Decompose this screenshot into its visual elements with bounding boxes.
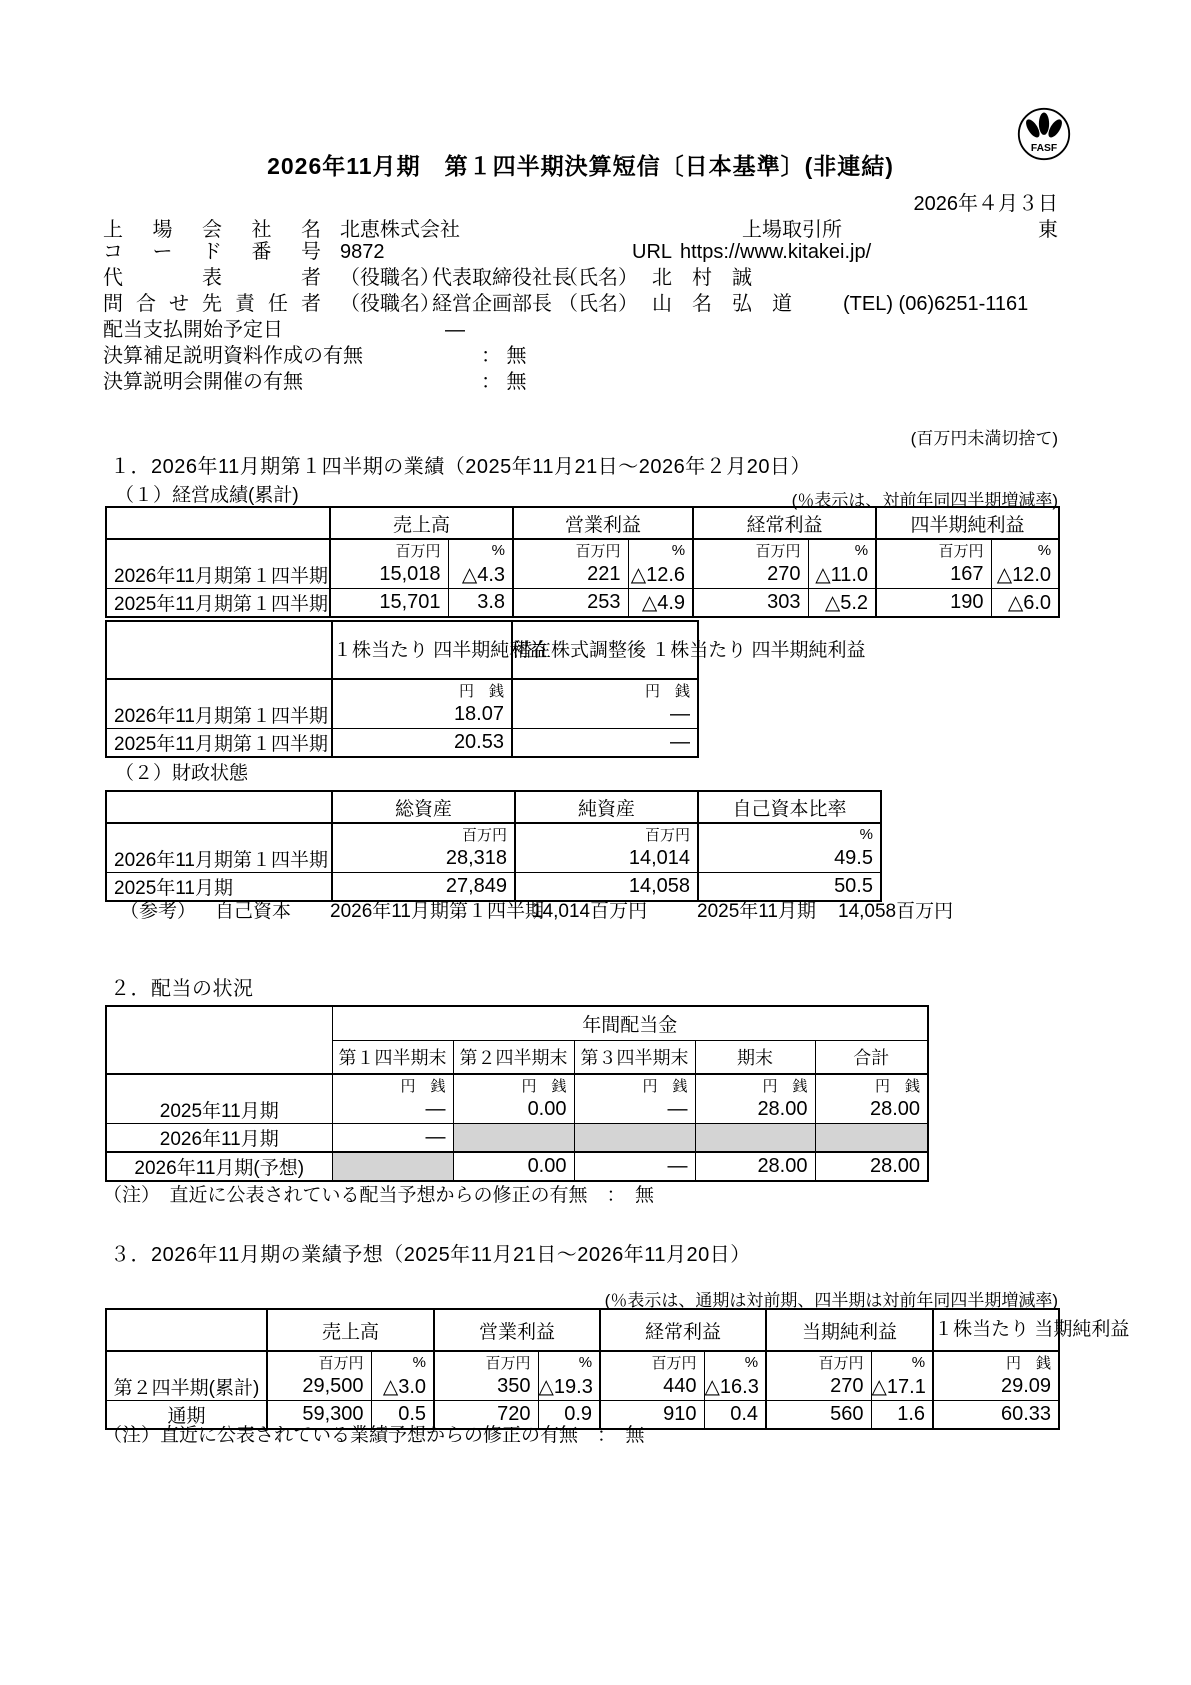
unit-label: % xyxy=(991,539,1059,561)
forecast-table xyxy=(105,1308,1130,1430)
dividend-date-label: 配当支払開始予定日 xyxy=(103,319,283,341)
table-row: 2026年11月期第１四半期 28,318 14,014 49.5 xyxy=(106,845,881,873)
company-name-row xyxy=(103,218,321,242)
rep-name: 北 村 誠 xyxy=(652,267,752,289)
unit-label: 円 銭 xyxy=(574,1074,695,1096)
section1-sub1: （１）経営成績(累計) xyxy=(115,485,299,506)
unit-label: 百万円 xyxy=(330,539,448,561)
unit-label: 百万円 xyxy=(515,823,698,845)
exchange-label: 上場取引所 xyxy=(742,219,842,241)
span-header: 年間配当金 xyxy=(332,1006,928,1040)
code-value: 9872 xyxy=(340,241,385,263)
supplement-value: ： 無 xyxy=(481,345,527,367)
contact-label: 問合せ先責任者 xyxy=(103,293,321,315)
rep-title: 代表取締役社長 xyxy=(432,267,572,289)
fasf-logo-text: FASF xyxy=(1030,142,1058,154)
section1-sub2: （２）財政状態 xyxy=(115,763,249,784)
section3-note: （注）直近に公表されている業績予想からの修正の有無 ： 無 xyxy=(103,1425,645,1446)
contact-title: 経営企画部長 xyxy=(432,293,552,315)
report-date: 2026年４月３日 xyxy=(913,193,1058,215)
column-header: １株当たり 当期純利益 xyxy=(933,1309,1059,1351)
unit-label: 円 銭 xyxy=(695,1074,815,1096)
unit-label: 百万円 xyxy=(600,1351,704,1373)
table-row: 2026年11月期第１四半期 15,018 △4.3 221 △12.6 270 △11.0 167 △12.0 xyxy=(106,561,1059,589)
unit-label: % xyxy=(538,1351,600,1373)
section2-heading: ２．配当の状況 xyxy=(110,978,254,1000)
column-header: 売上高 xyxy=(330,507,513,539)
page-title: 2026年11月期 第１四半期決算短信〔日本基準〕(非連結) xyxy=(267,153,894,179)
dividends-table xyxy=(105,1005,927,1182)
eps-table xyxy=(105,620,866,758)
table-row: 2026年11月期(予想) 0.00 ― 28.00 28.00 xyxy=(106,1152,928,1181)
unit-label: % xyxy=(871,1351,933,1373)
section3-caption: (％表示は、通期は対前期、四半期は対前年同四半期増減率) xyxy=(604,1291,1058,1310)
table-row: 第２四半期(累計) 29,500 △3.0 350 △19.3 440 △16.3 270 △17.1 29.09 xyxy=(106,1373,1059,1401)
contact-name: 山 名 弘 道 xyxy=(652,293,792,315)
shaded-cell xyxy=(574,1124,695,1153)
equity-period-2: 2025年11月期 xyxy=(697,901,816,922)
table-row: 2026年11月期 ― xyxy=(106,1124,928,1153)
column-header: １株当たり 四半期純利益 xyxy=(332,621,512,679)
section1-caption: (％表示は、対前年同四半期増減率) xyxy=(791,491,1058,510)
code-row xyxy=(103,240,321,264)
column-header: 売上高 xyxy=(267,1309,434,1351)
equity-value-2: 14,058百万円 xyxy=(838,901,954,922)
unit-label: % xyxy=(371,1351,434,1373)
table-row: 2025年11月期 27,849 14,058 50.5 xyxy=(106,873,881,902)
url-label: URL xyxy=(632,241,673,263)
shaded-cell xyxy=(453,1124,574,1153)
section3-heading: ３．2026年11月期の業績予想（2025年11月21日～2026年11月20日） xyxy=(110,1244,751,1266)
unit-label: 百万円 xyxy=(876,539,991,561)
unit-label: % xyxy=(448,539,513,561)
table-row: 2026年11月期第１四半期 18.07 ― xyxy=(106,701,698,729)
unit-label: 円 銭 xyxy=(332,679,512,701)
unit-label: 円 銭 xyxy=(815,1074,928,1096)
column-header: 総資産 xyxy=(332,791,515,823)
table-row: 2025年11月期第１四半期 20.53 ― xyxy=(106,729,698,758)
equity-label: 自己資本 xyxy=(215,901,292,922)
results-table xyxy=(105,506,1058,618)
unit-label: 百万円 xyxy=(434,1351,538,1373)
unit-label: 百万円 xyxy=(766,1351,871,1373)
unit-label: 百万円 xyxy=(267,1351,371,1373)
rep-title-label: （役職名） xyxy=(340,267,440,289)
contact-row xyxy=(103,292,321,316)
column-header: 四半期純利益 xyxy=(876,507,1059,539)
unit-label: 円 銭 xyxy=(453,1074,574,1096)
shaded-cell xyxy=(695,1124,815,1153)
column-header: 経常利益 xyxy=(693,507,876,539)
table-row: 2025年11月期第１四半期 15,701 3.8 253 △4.9 303 △5.2 190 △6.0 xyxy=(106,589,1059,618)
column-header: 期末 xyxy=(695,1040,815,1074)
dividend-date-value: ― xyxy=(445,319,465,341)
unit-label: 円 銭 xyxy=(332,1074,453,1096)
column-header: 当期純利益 xyxy=(766,1309,933,1351)
column-header: 潜在株式調整後 １株当たり 四半期純利益 xyxy=(512,621,698,679)
table-row: 通期 59,300 0.5 720 0.9 910 0.4 560 1.6 60.33 xyxy=(106,1401,1059,1430)
section1-heading: １．2026年11月期第１四半期の業績（2025年11月21日～2026年２月20日） xyxy=(110,456,811,478)
rep-name-label: （氏名） xyxy=(558,267,638,289)
rounding-note: (百万円未満切捨て) xyxy=(910,429,1058,448)
unit-label: 円 銭 xyxy=(512,679,698,701)
supplement-label: 決算補足説明資料作成の有無 xyxy=(103,345,363,367)
unit-label: % xyxy=(698,823,881,845)
column-header: 合計 xyxy=(815,1040,928,1074)
reference-label: （参考） xyxy=(120,901,197,922)
equity-period-1: 2026年11月期第１四半期 xyxy=(330,901,544,922)
contact-name-label: （氏名） xyxy=(558,293,638,315)
exchange-value: 東 xyxy=(1038,219,1058,241)
briefing-value: ： 無 xyxy=(481,371,527,393)
unit-label: 百万円 xyxy=(513,539,628,561)
shaded-cell xyxy=(815,1124,928,1153)
column-header: 経常利益 xyxy=(600,1309,766,1351)
representative-row xyxy=(103,266,321,290)
column-header: 第１四半期末 xyxy=(332,1040,453,1074)
table-row: 2025年11月期 ― 0.00 ― 28.00 28.00 xyxy=(106,1096,928,1124)
company-name-label: 上場会社名 xyxy=(103,219,321,241)
section2-note: （注） 直近に公表されている配当予想からの修正の有無 ： 無 xyxy=(103,1185,655,1206)
unit-label: 円 銭 xyxy=(933,1351,1059,1373)
column-header: 営業利益 xyxy=(513,507,693,539)
unit-label: % xyxy=(628,539,693,561)
column-header: 第３四半期末 xyxy=(574,1040,695,1074)
column-header: 自己資本比率 xyxy=(698,791,881,823)
column-header: 純資産 xyxy=(515,791,698,823)
url-value: https://www.kitakei.jp/ xyxy=(680,241,872,263)
unit-label: % xyxy=(808,539,876,561)
company-name: 北恵株式会社 xyxy=(340,219,460,241)
column-header: 営業利益 xyxy=(434,1309,600,1351)
unit-label: 百万円 xyxy=(332,823,515,845)
telephone: (TEL) (06)6251-1161 xyxy=(843,293,1029,315)
equity-value-1: 14,014百万円 xyxy=(532,901,648,922)
representative-label: 代表者 xyxy=(103,267,321,289)
contact-title-label: （役職名） xyxy=(340,293,440,315)
shaded-cell xyxy=(332,1152,453,1181)
unit-label: 百万円 xyxy=(693,539,808,561)
briefing-label: 決算説明会開催の有無 xyxy=(103,371,303,393)
unit-label: % xyxy=(704,1351,766,1373)
column-header: 第２四半期末 xyxy=(453,1040,574,1074)
financial-position-table xyxy=(105,790,880,902)
code-label: コード番号 xyxy=(103,241,321,263)
